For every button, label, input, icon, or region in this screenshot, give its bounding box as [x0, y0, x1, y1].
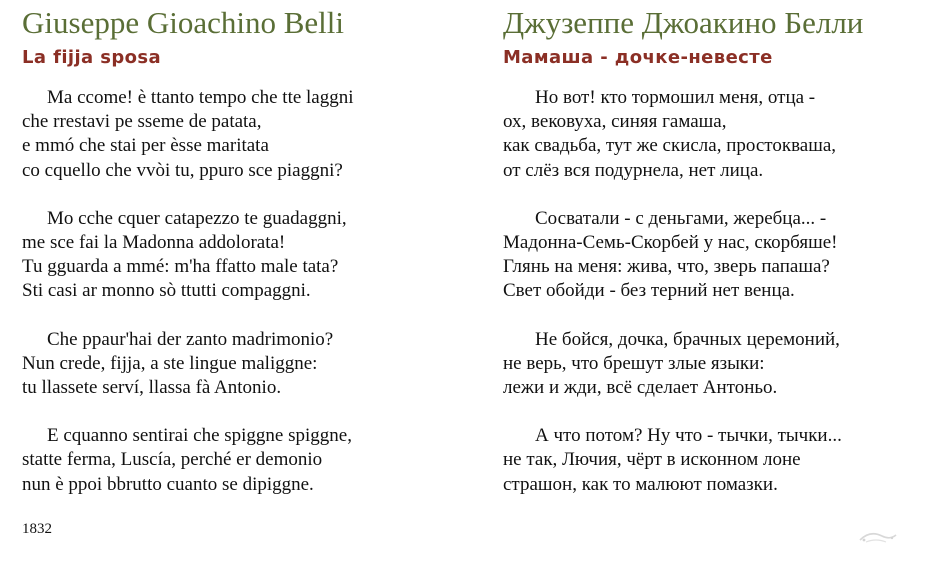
russian-author: Джузеппе Джоакино Белли	[503, 5, 864, 40]
russian-title: Мамаша - дочке-невесте	[503, 47, 773, 68]
stanza	[22, 86, 354, 183]
poem-line: Mo cche cquer catapezzo te guadaggni,	[47, 207, 347, 229]
poem-line: Мадонна-Семь-Скорбей у нас, скорбяше!	[503, 232, 838, 254]
poem-line: Tu gguarda a mmé: m'ha ffatto male tata?	[22, 256, 339, 278]
poem-line: А что потом? Ну что - тычки, тычки...	[535, 425, 842, 447]
poem-line: Ma ccome! è ttanto tempo che tte laggni	[47, 87, 354, 108]
poem-line: Сосватали - с деньгами, жеребца... -	[535, 207, 827, 229]
stanza	[22, 207, 354, 304]
stanza	[503, 328, 842, 401]
poem-line: nun è ppoi bbrutto cuanto se dipiggne.	[22, 473, 314, 495]
poem-line: tu llassete serví, llassa fà Antonio.	[22, 377, 282, 399]
italian-poem	[22, 86, 354, 521]
stanza	[503, 207, 842, 304]
poem-line: Che ppaur'hai der zanto madrimonio?	[47, 328, 334, 350]
russian-poem	[503, 86, 842, 521]
stanza	[22, 424, 354, 497]
poem-line: от слёз вся подурнела, нет лица.	[503, 159, 764, 181]
italian-title: La fijja sposa	[22, 47, 162, 68]
poem-line: co cquello che vvòi tu, ppuro sce piaggni?	[22, 159, 343, 181]
poem-line: лежи и жди, всё сделает Антоньо.	[503, 377, 778, 399]
poem-line: e mmó che stai per èsse maritata	[22, 135, 269, 157]
poem-line: Не бойся, дочка, брачных церемоний,	[535, 328, 840, 350]
poem-line: Глянь на меня: жива, что, зверь папаша?	[503, 256, 830, 278]
poem-line: E cquanno sentirai che spiggne spiggne,	[47, 425, 352, 447]
watermark-logo	[856, 528, 900, 546]
poem-line: как свадьба, тут же скисла, простокваша,	[503, 135, 837, 157]
poem-line: Но вот! кто тормошил меня, отца -	[535, 87, 816, 108]
italian-author: Giuseppe Gioachino Belli	[22, 5, 344, 40]
stanza	[22, 328, 354, 401]
poem-line: Свет обойди - без терний нет венца.	[503, 280, 795, 302]
poem-line: Nun crede, fijja, a ste lingue maliggne:	[22, 352, 318, 374]
poem-line: statte ferma, Luscía, perché er demonio	[22, 449, 323, 471]
stanza	[503, 424, 842, 497]
poem-line: Sti casi ar monno sò ttutti compaggni.	[22, 280, 311, 302]
poem-year: 1832	[22, 521, 52, 537]
stanza	[503, 86, 842, 183]
poem-line: me sce fai la Madonna addolorata!	[22, 232, 286, 254]
poem-line: не так, Лючия, чёрт в исконном лоне	[503, 449, 801, 471]
poem-line: страшон, как то малюют помазки.	[503, 473, 778, 495]
poem-line: ох, вековуха, синяя гамаша,	[503, 111, 727, 133]
poem-line: che rrestavi pe sseme de patata,	[22, 111, 262, 133]
poem-line: не верь, что брешут злые языки:	[503, 352, 765, 374]
